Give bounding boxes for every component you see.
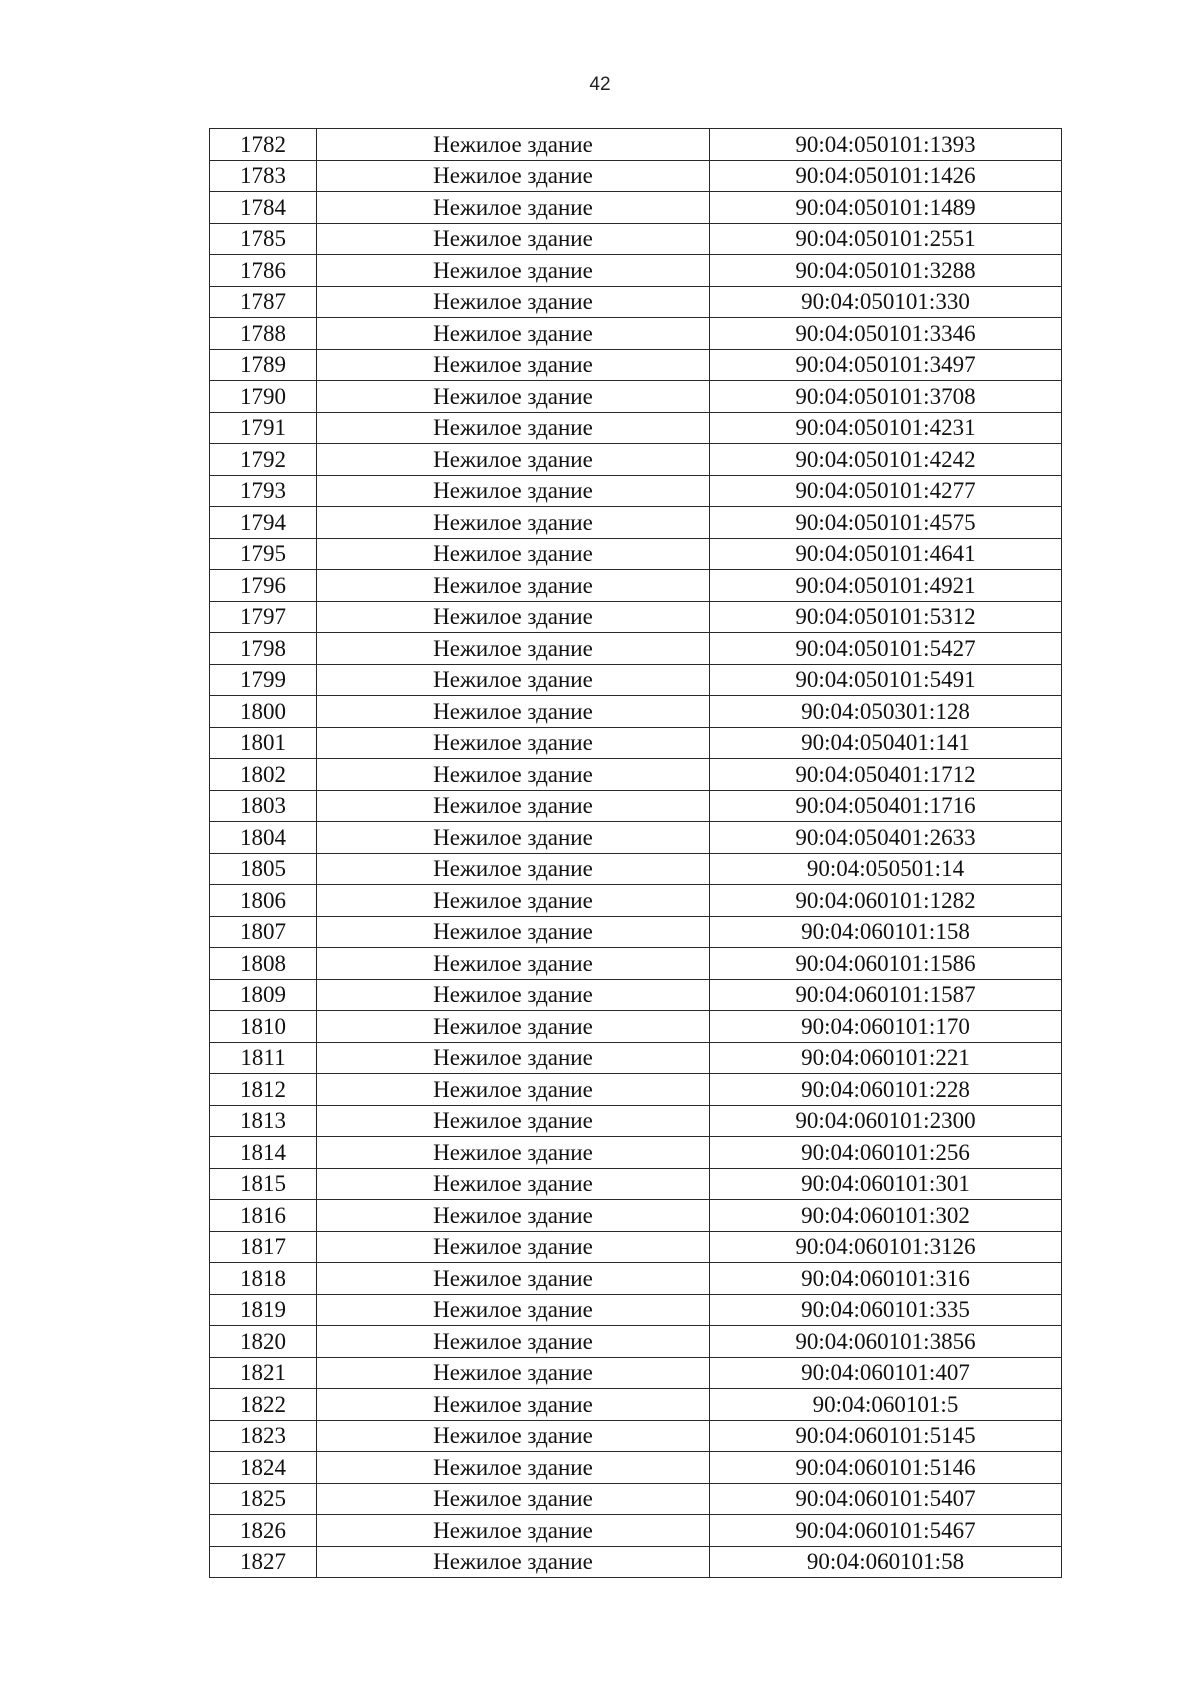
table-row bbox=[210, 381, 1062, 413]
table-row bbox=[210, 1231, 1062, 1263]
row-number-cell: 1822 bbox=[210, 1389, 317, 1421]
cadastral-number-cell: 90:04:050101:1426 bbox=[710, 160, 1062, 192]
object-type-cell: Нежилое здание bbox=[317, 1105, 710, 1137]
object-type-cell: Нежилое здание bbox=[317, 1231, 710, 1263]
table-row bbox=[210, 160, 1062, 192]
row-number-cell: 1797 bbox=[210, 601, 317, 633]
cadastral-number-cell: 90:04:050401:141 bbox=[710, 727, 1062, 759]
object-type-cell: Нежилое здание bbox=[317, 664, 710, 696]
object-type-cell: Нежилое здание bbox=[317, 633, 710, 665]
cadastral-number-cell: 90:04:060101:3856 bbox=[710, 1326, 1062, 1358]
table-row bbox=[210, 1105, 1062, 1137]
cadastral-number-cell: 90:04:050101:5491 bbox=[710, 664, 1062, 696]
table-row bbox=[210, 507, 1062, 539]
row-number-cell: 1785 bbox=[210, 223, 317, 255]
table-row bbox=[210, 822, 1062, 854]
cadastral-number-cell: 90:04:050101:330 bbox=[710, 286, 1062, 318]
table-row bbox=[210, 286, 1062, 318]
cadastral-number-cell: 90:04:060101:158 bbox=[710, 916, 1062, 948]
cadastral-number-cell: 90:04:060101:3126 bbox=[710, 1231, 1062, 1263]
cadastral-number-cell: 90:04:060101:407 bbox=[710, 1357, 1062, 1389]
cadastral-number-cell: 90:04:050301:128 bbox=[710, 696, 1062, 728]
cadastral-number-cell: 90:04:050401:1716 bbox=[710, 790, 1062, 822]
row-number-cell: 1799 bbox=[210, 664, 317, 696]
row-number-cell: 1823 bbox=[210, 1420, 317, 1452]
table-row bbox=[210, 570, 1062, 602]
object-type-cell: Нежилое здание bbox=[317, 318, 710, 350]
object-type-cell: Нежилое здание bbox=[317, 381, 710, 413]
object-type-cell: Нежилое здание bbox=[317, 1420, 710, 1452]
object-type-cell: Нежилое здание bbox=[317, 1168, 710, 1200]
row-number-cell: 1818 bbox=[210, 1263, 317, 1295]
cadastral-number-cell: 90:04:050101:4277 bbox=[710, 475, 1062, 507]
row-number-cell: 1817 bbox=[210, 1231, 317, 1263]
object-type-cell: Нежилое здание bbox=[317, 1483, 710, 1515]
cadastral-number-cell: 90:04:060101:170 bbox=[710, 1011, 1062, 1043]
cadastral-number-cell: 90:04:050101:3708 bbox=[710, 381, 1062, 413]
object-type-cell: Нежилое здание bbox=[317, 1042, 710, 1074]
object-type-cell: Нежилое здание bbox=[317, 885, 710, 917]
cadastral-number-cell: 90:04:050101:4641 bbox=[710, 538, 1062, 570]
table-row bbox=[210, 1263, 1062, 1295]
object-type-cell: Нежилое здание bbox=[317, 916, 710, 948]
table-row bbox=[210, 1546, 1062, 1578]
row-number-cell: 1827 bbox=[210, 1546, 317, 1578]
row-number-cell: 1811 bbox=[210, 1042, 317, 1074]
row-number-cell: 1826 bbox=[210, 1515, 317, 1547]
cadastral-number-cell: 90:04:050101:4575 bbox=[710, 507, 1062, 539]
row-number-cell: 1815 bbox=[210, 1168, 317, 1200]
table-row bbox=[210, 1483, 1062, 1515]
row-number-cell: 1783 bbox=[210, 160, 317, 192]
cadastral-number-cell: 90:04:060101:5 bbox=[710, 1389, 1062, 1421]
object-type-cell: Нежилое здание bbox=[317, 570, 710, 602]
table-row bbox=[210, 1452, 1062, 1484]
row-number-cell: 1792 bbox=[210, 444, 317, 476]
row-number-cell: 1794 bbox=[210, 507, 317, 539]
object-type-cell: Нежилое здание bbox=[317, 255, 710, 287]
row-number-cell: 1789 bbox=[210, 349, 317, 381]
cadastral-number-cell: 90:04:050101:4231 bbox=[710, 412, 1062, 444]
object-type-cell: Нежилое здание bbox=[317, 979, 710, 1011]
row-number-cell: 1805 bbox=[210, 853, 317, 885]
row-number-cell: 1809 bbox=[210, 979, 317, 1011]
table-row bbox=[210, 790, 1062, 822]
row-number-cell: 1820 bbox=[210, 1326, 317, 1358]
table-row bbox=[210, 1042, 1062, 1074]
cadastral-number-cell: 90:04:050101:1489 bbox=[710, 192, 1062, 224]
row-number-cell: 1788 bbox=[210, 318, 317, 350]
table-row bbox=[210, 1294, 1062, 1326]
object-type-cell: Нежилое здание bbox=[317, 822, 710, 854]
object-type-cell: Нежилое здание bbox=[317, 475, 710, 507]
page-number: 42 bbox=[589, 74, 611, 95]
table-row bbox=[210, 1420, 1062, 1452]
row-number-cell: 1816 bbox=[210, 1200, 317, 1232]
table-row bbox=[210, 349, 1062, 381]
cadastral-number-cell: 90:04:060101:316 bbox=[710, 1263, 1062, 1295]
object-type-cell: Нежилое здание bbox=[317, 286, 710, 318]
row-number-cell: 1807 bbox=[210, 916, 317, 948]
cadastral-number-cell: 90:04:050501:14 bbox=[710, 853, 1062, 885]
row-number-cell: 1801 bbox=[210, 727, 317, 759]
row-number-cell: 1804 bbox=[210, 822, 317, 854]
object-type-cell: Нежилое здание bbox=[317, 1515, 710, 1547]
table-row bbox=[210, 192, 1062, 224]
cadastral-number-cell: 90:04:060101:221 bbox=[710, 1042, 1062, 1074]
table-row bbox=[210, 1200, 1062, 1232]
row-number-cell: 1810 bbox=[210, 1011, 317, 1043]
cadastral-number-cell: 90:04:060101:5467 bbox=[710, 1515, 1062, 1547]
cadastral-number-cell: 90:04:060101:228 bbox=[710, 1074, 1062, 1106]
table-row bbox=[210, 255, 1062, 287]
row-number-cell: 1814 bbox=[210, 1137, 317, 1169]
table-row bbox=[210, 601, 1062, 633]
cadastral-number-cell: 90:04:050101:3346 bbox=[710, 318, 1062, 350]
table-row bbox=[210, 1357, 1062, 1389]
object-type-cell: Нежилое здание bbox=[317, 1011, 710, 1043]
object-type-cell: Нежилое здание bbox=[317, 1546, 710, 1578]
table-row bbox=[210, 129, 1062, 161]
table-row bbox=[210, 1515, 1062, 1547]
table-row bbox=[210, 538, 1062, 570]
table-row bbox=[210, 1074, 1062, 1106]
object-type-cell: Нежилое здание bbox=[317, 727, 710, 759]
cadastral-number-cell: 90:04:060101:58 bbox=[710, 1546, 1062, 1578]
cadastral-number-cell: 90:04:060101:302 bbox=[710, 1200, 1062, 1232]
table-row bbox=[210, 444, 1062, 476]
cadastral-number-cell: 90:04:050101:4242 bbox=[710, 444, 1062, 476]
object-type-cell: Нежилое здание bbox=[317, 853, 710, 885]
object-type-cell: Нежилое здание bbox=[317, 790, 710, 822]
table-row bbox=[210, 1168, 1062, 1200]
cadastral-number-cell: 90:04:060101:301 bbox=[710, 1168, 1062, 1200]
cadastral-number-cell: 90:04:050101:2551 bbox=[710, 223, 1062, 255]
cadastral-number-cell: 90:04:060101:1586 bbox=[710, 948, 1062, 980]
row-number-cell: 1806 bbox=[210, 885, 317, 917]
row-number-cell: 1795 bbox=[210, 538, 317, 570]
row-number-cell: 1790 bbox=[210, 381, 317, 413]
table-row bbox=[210, 318, 1062, 350]
row-number-cell: 1813 bbox=[210, 1105, 317, 1137]
object-type-cell: Нежилое здание bbox=[317, 160, 710, 192]
table-row bbox=[210, 223, 1062, 255]
row-number-cell: 1808 bbox=[210, 948, 317, 980]
object-type-cell: Нежилое здание bbox=[317, 223, 710, 255]
object-type-cell: Нежилое здание bbox=[317, 948, 710, 980]
table-row bbox=[210, 759, 1062, 791]
cadastral-number-cell: 90:04:050101:3288 bbox=[710, 255, 1062, 287]
table-row bbox=[210, 1011, 1062, 1043]
table-row bbox=[210, 979, 1062, 1011]
cadastral-number-cell: 90:04:060101:5407 bbox=[710, 1483, 1062, 1515]
cadastral-number-cell: 90:04:050401:2633 bbox=[710, 822, 1062, 854]
row-number-cell: 1796 bbox=[210, 570, 317, 602]
object-type-cell: Нежилое здание bbox=[317, 1326, 710, 1358]
row-number-cell: 1802 bbox=[210, 759, 317, 791]
cadastral-number-cell: 90:04:060101:256 bbox=[710, 1137, 1062, 1169]
row-number-cell: 1782 bbox=[210, 129, 317, 161]
cadastral-number-cell: 90:04:060101:5146 bbox=[710, 1452, 1062, 1484]
table-row bbox=[210, 948, 1062, 980]
cadastral-number-cell: 90:04:050101:5427 bbox=[710, 633, 1062, 665]
table-row bbox=[210, 1326, 1062, 1358]
cadastral-number-cell: 90:04:050101:5312 bbox=[710, 601, 1062, 633]
row-number-cell: 1793 bbox=[210, 475, 317, 507]
row-number-cell: 1786 bbox=[210, 255, 317, 287]
object-type-cell: Нежилое здание bbox=[317, 538, 710, 570]
cadastral-number-cell: 90:04:060101:5145 bbox=[710, 1420, 1062, 1452]
table-row bbox=[210, 916, 1062, 948]
table-row bbox=[210, 853, 1062, 885]
property-register-table bbox=[209, 128, 1062, 1578]
object-type-cell: Нежилое здание bbox=[317, 1294, 710, 1326]
table-body bbox=[210, 129, 1062, 1578]
object-type-cell: Нежилое здание bbox=[317, 129, 710, 161]
row-number-cell: 1819 bbox=[210, 1294, 317, 1326]
row-number-cell: 1784 bbox=[210, 192, 317, 224]
object-type-cell: Нежилое здание bbox=[317, 507, 710, 539]
table-row bbox=[210, 1389, 1062, 1421]
object-type-cell: Нежилое здание bbox=[317, 412, 710, 444]
object-type-cell: Нежилое здание bbox=[317, 1200, 710, 1232]
object-type-cell: Нежилое здание bbox=[317, 601, 710, 633]
table-row bbox=[210, 885, 1062, 917]
object-type-cell: Нежилое здание bbox=[317, 759, 710, 791]
object-type-cell: Нежилое здание bbox=[317, 349, 710, 381]
row-number-cell: 1798 bbox=[210, 633, 317, 665]
cadastral-number-cell: 90:04:060101:335 bbox=[710, 1294, 1062, 1326]
cadastral-number-cell: 90:04:050401:1712 bbox=[710, 759, 1062, 791]
row-number-cell: 1825 bbox=[210, 1483, 317, 1515]
object-type-cell: Нежилое здание bbox=[317, 1263, 710, 1295]
row-number-cell: 1800 bbox=[210, 696, 317, 728]
table-row bbox=[210, 633, 1062, 665]
table-row bbox=[210, 412, 1062, 444]
table-row bbox=[210, 696, 1062, 728]
object-type-cell: Нежилое здание bbox=[317, 192, 710, 224]
cadastral-number-cell: 90:04:050101:1393 bbox=[710, 129, 1062, 161]
object-type-cell: Нежилое здание bbox=[317, 696, 710, 728]
row-number-cell: 1803 bbox=[210, 790, 317, 822]
object-type-cell: Нежилое здание bbox=[317, 1074, 710, 1106]
cadastral-number-cell: 90:04:050101:4921 bbox=[710, 570, 1062, 602]
row-number-cell: 1824 bbox=[210, 1452, 317, 1484]
object-type-cell: Нежилое здание bbox=[317, 1389, 710, 1421]
row-number-cell: 1812 bbox=[210, 1074, 317, 1106]
cadastral-number-cell: 90:04:050101:3497 bbox=[710, 349, 1062, 381]
object-type-cell: Нежилое здание bbox=[317, 1137, 710, 1169]
table-row bbox=[210, 475, 1062, 507]
cadastral-number-cell: 90:04:060101:2300 bbox=[710, 1105, 1062, 1137]
table-row bbox=[210, 664, 1062, 696]
object-type-cell: Нежилое здание bbox=[317, 1452, 710, 1484]
table-row bbox=[210, 1137, 1062, 1169]
cadastral-number-cell: 90:04:060101:1587 bbox=[710, 979, 1062, 1011]
table-row bbox=[210, 727, 1062, 759]
row-number-cell: 1791 bbox=[210, 412, 317, 444]
row-number-cell: 1821 bbox=[210, 1357, 317, 1389]
cadastral-number-cell: 90:04:060101:1282 bbox=[710, 885, 1062, 917]
object-type-cell: Нежилое здание bbox=[317, 444, 710, 476]
object-type-cell: Нежилое здание bbox=[317, 1357, 710, 1389]
row-number-cell: 1787 bbox=[210, 286, 317, 318]
